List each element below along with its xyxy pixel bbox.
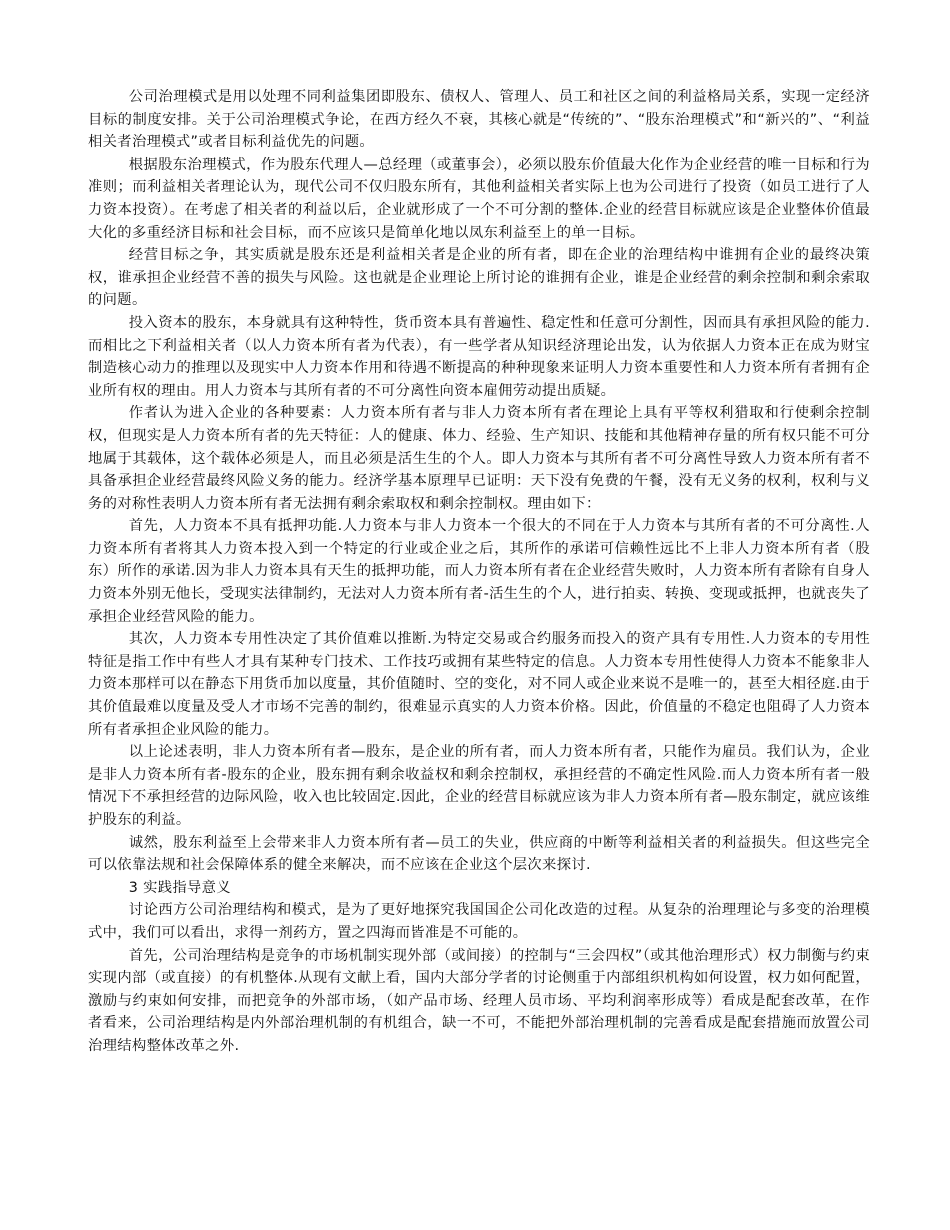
paragraph-shareholder-model: 根据股东治理模式，作为股东代理人—总经理（或董事会），必须以股东价值最大化作为企业经营的唯一目标和行为准则；而利益相关者理论认为，现代公司不仅归股东所有，其他利益相关者实际上也为公司进行了投资（如员工进行了人力资本投资）。在考虑了相关者的利益以后，企业就形成了一个不可分割的整体.企业的经营目标就应该是企业整体价值最大化的多重经济目标和社会目标，而不应该只是简单化地以凤东利益至上的单一目标。 bbox=[88, 156, 870, 241]
paragraph-objective-dispute: 经营目标之争，其实质就是股东还是利益相关者是企业的所有者，即在企业的治理结构中谁拥有企业的最终决策权，谁承担企业经营不善的损失与风险。这也就是企业理论上所讨论的谁拥有企业，谁是企业经营的剩余控制和剩余索取的问题。 bbox=[88, 247, 870, 309]
paragraph-capital-shareholders: 投入资本的股东，本身就具有这种特性，货币资本具有普遍性、稳定性和任意可分割性，因而具有承担风险的能力.而相比之下利益相关者（以人力资本所有者为代表），有一些学者从知识经济理论出发，认为依据人力资本正在成为财宝制造核心动力的推理以及现实中人力资本作用和待遇不断提高的种种现象来证明人力资本重要性和人力资本所有者拥有企业所有权的理由。用人力资本与其所有者的不可分离性向资本雇佣劳动提出质疑。 bbox=[88, 314, 870, 399]
paragraph-second-reason: 其次，人力资本专用性决定了其价值难以推断.为特定交易或合约服务而投入的资产具有专用性.人力资本的专用性特征是指工作中有些人才具有某种专门技术、工作技巧或拥有某些特定的信息。人力资本专用性使得人力资本不能象非人力资本那样可以在静态下用货币加以度量，其价值随时、空的变化，对不同人或企业来说不是唯一的，甚至大相径庭.由于其价值最难以度量及受人才市场不完善的制约，很难显示真实的人力资本价格。因此，价值量的不稳定也阻碍了人力资本所有者承担企业风险的能力。 bbox=[88, 631, 870, 738]
paragraph-first-reason: 首先，人力资本不具有抵押功能.人力资本与非人力资本一个很大的不同在于人力资本与其所有者的不可分离性.人力资本所有者将其人力资本投入到一个特定的行业或企业之后，其所作的承诺可信赖性远比不上非人力资本所有者（股东）所作的承诺.因为非人力资本具有天生的抵押功能，而人力资本所有者在企业经营失败时，人力资本所有者除有自身人力资本外别无他长，受现实法律制约，无法对人力资本所有者-活生生的个人，进行拍卖、转换、变现或抵押，也就丧失了承担企业经营风险的能力。 bbox=[88, 518, 870, 625]
document-body bbox=[88, 86, 870, 1058]
paragraph-governance-model: 公司治理模式是用以处理不同利益集团即股东、债权人、管理人、员工和社区之间的利益格局关系，实现一定经济目标的制度安排。关于公司治理模式争论，在西方经久不衰，其核心就是“传统的”、“股东治理模式”和“新兴的”、“利益相关者治理模式”或者目标利益优先的问题。 bbox=[88, 89, 870, 151]
paragraph-author-view: 作者认为进入企业的各种要素：人力资本所有者与非人力资本所有者在理论上具有平等权利猎取和行使剩余控制权，但现实是人力资本所有者的先天特征：人的健康、体力、经验、生产知识、技能和其他精神存量的所有权只能不可分地属于其载体，这个载体必须是人，而且必须是活生生的个人。即人力资本与其所有者不可分离性导致人力资本所有者不具备承担企业经营最终风险义务的能力。经济学基本原理早已证明：天下没有免费的午餐，没有无义务的权利，权利与义务的对称性表明人力资本所有者无法拥有剩余索取权和剩余控制权。理由如下： bbox=[88, 405, 870, 512]
paragraph-conclusion: 以上论述表明，非人力资本所有者—股东，是企业的所有者，而人力资本所有者，只能作为雇员。我们认为，企业是非人力资本所有者-股东的企业，股东拥有剩余收益权和剩余控制权，承担经营的不确定性风险.而人力资本所有者一般情况下不承担经营的边际风险，收入也比较固定.因此，企业的经营目标就应该为非人力资本所有者—股东制定，就应该维护股东的利益。 bbox=[88, 744, 870, 828]
paragraph-stakeholder-loss: 诚然，股东利益至上会带来非人力资本所有者—员工的失业，供应商的中断等利益相关者的利益损失。但这些完全可以依靠法规和社会保障体系的健全来解决，而不应该在企业这个层次来探讨. bbox=[88, 834, 870, 874]
paragraph-discussion-purpose: 讨论西方公司治理结构和模式，是为了更好地探究我国国企公司化改造的过程。从复杂的治理理论与多变的治理模式中，我们可以看出，求得一剂药方，置之四海而皆准是不可能的。 bbox=[88, 902, 870, 941]
section-heading: 3 实践指导意义 bbox=[128, 879, 231, 896]
paragraph-governance-structure: 首先，公司治理结构是竞争的市场机制实现外部（或间接）的控制与“三会四权”（或其他治理形式）权力制衡与约束实现内部（或直接）的有机整体.从现有文献上看，国内大部分学者的讨论侧重于内部组织机构如何设置，权力如何配置，激励与约束如何安排，而把竞争的外部市场，（如产品市场、经理人员市场、平均利润率形成等）看成是配套改革，在作者看来，公司治理结构是内外部治理机制的有机组合，缺一不可，不能把外部治理机制的完善看成是配套措施而放置公司治理结构整体改革之外. bbox=[88, 947, 870, 1054]
